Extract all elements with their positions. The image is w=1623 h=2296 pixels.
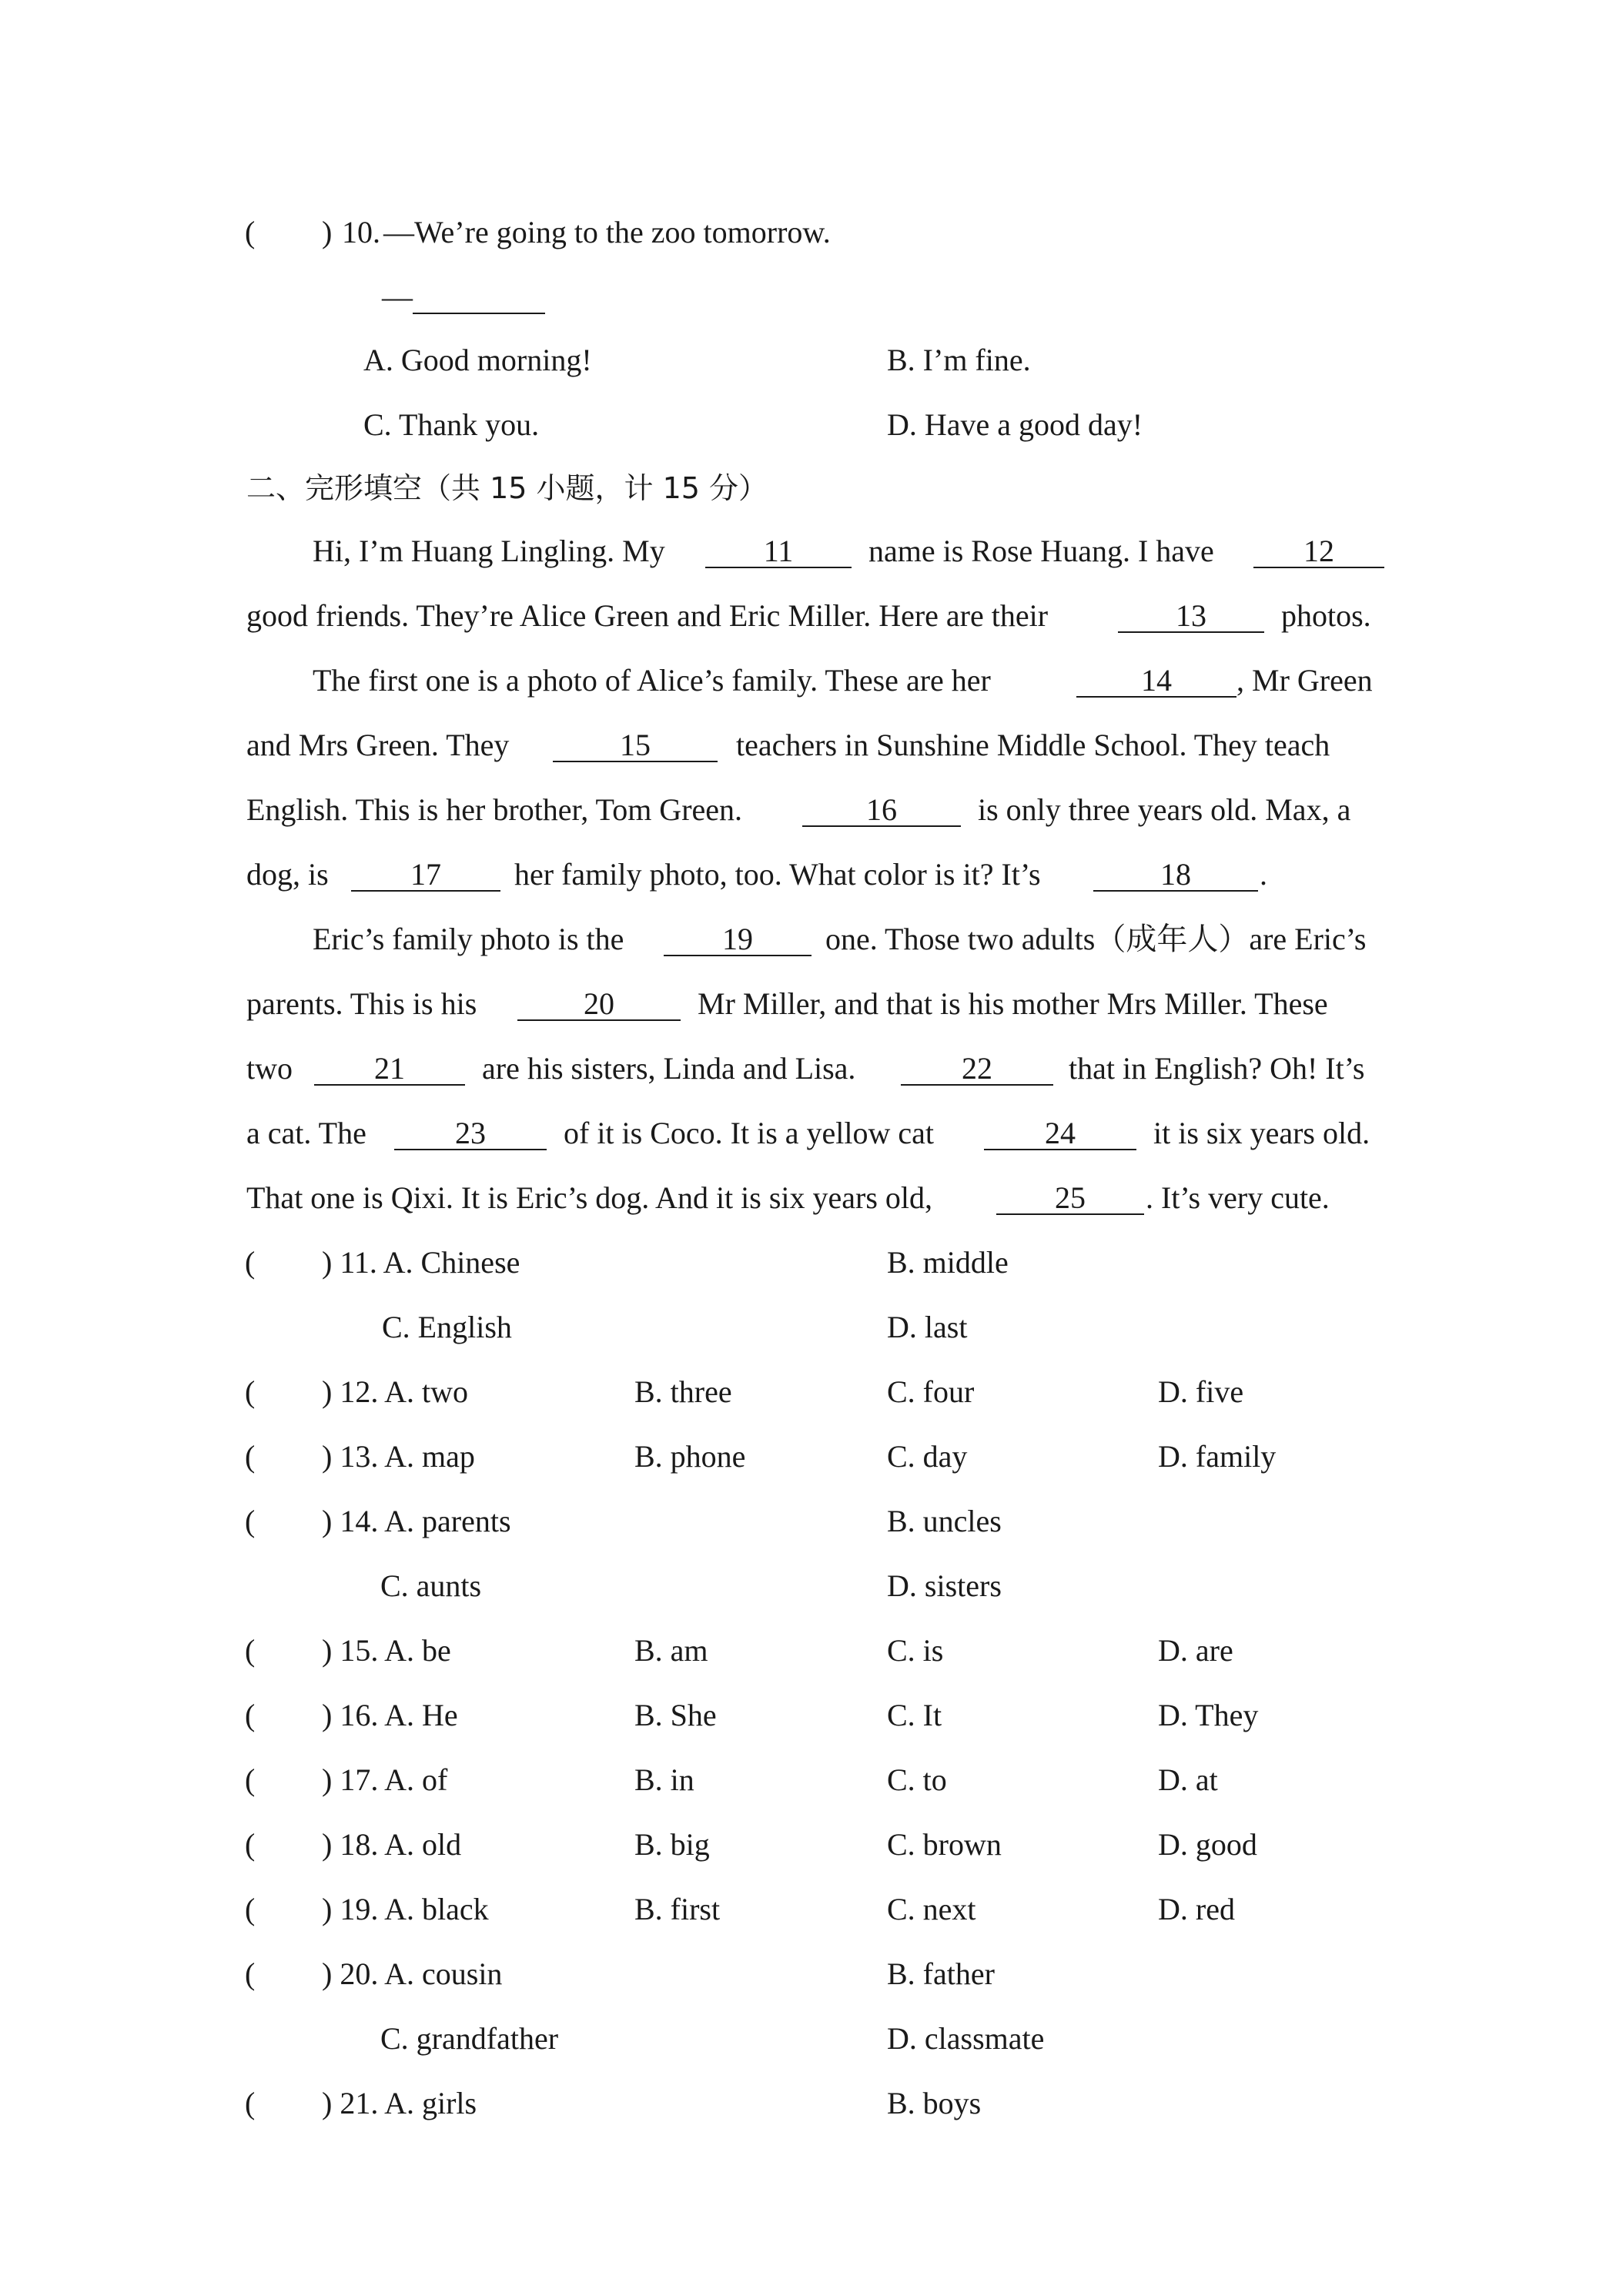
q18-option-c: C. brown <box>887 1827 1002 1862</box>
blank-24: 24 <box>984 1115 1136 1152</box>
q19-option-b: B. first <box>634 1892 721 1926</box>
q14-option-c: C. aunts <box>380 1568 482 1603</box>
q19-option-c: C. next <box>887 1892 976 1926</box>
q11-option-b: B. middle <box>887 1245 1009 1280</box>
passage-p3-line4-c: it is six years old. <box>1153 1116 1370 1150</box>
passage-p3-line2-a: parents. This is his <box>246 986 477 1021</box>
q13-option-c: C. day <box>887 1439 968 1474</box>
q10-option-b: B. I’m fine. <box>887 343 1031 377</box>
answer-paren-open-12: ( <box>245 1374 256 1409</box>
answer-paren-open-14: ( <box>245 1504 256 1538</box>
passage-p2-line1-a: The first one is a photo of Alice’s family. These are her <box>313 663 991 698</box>
answer-paren-open-20: ( <box>245 1956 256 1991</box>
q15-option-d: D. are <box>1158 1633 1233 1668</box>
answer-paren-open-16: ( <box>245 1698 256 1732</box>
answer-paren-open-17: ( <box>245 1762 256 1797</box>
q13-option-d: D. family <box>1158 1439 1277 1474</box>
q16-option-c: C. It <box>887 1698 942 1732</box>
q10-option-a: A. Good morning! <box>363 343 592 377</box>
passage-p3-line1-a: Eric’s family photo is the <box>313 922 624 956</box>
q19-option-d: D. red <box>1158 1892 1235 1926</box>
q10-option-c: C. Thank you. <box>363 407 540 442</box>
q17-option-b: B. in <box>634 1762 694 1797</box>
blank-23: 23 <box>394 1115 547 1152</box>
q20-option-d: D. classmate <box>887 2021 1045 2056</box>
passage-p1-line1-a: Hi, I’m Huang Lingling. My <box>313 534 665 568</box>
q17-option-c: C. to <box>887 1762 947 1797</box>
passage-p3-line4-b: of it is Coco. It is a yellow cat <box>564 1116 935 1150</box>
q12-option-a: ) 12. A. two <box>322 1374 468 1409</box>
blank-17: 17 <box>351 856 500 893</box>
response-blank <box>413 282 545 314</box>
passage-p2-line1-b: , Mr Green <box>1236 663 1373 698</box>
q10-option-d: D. Have a good day! <box>887 407 1143 442</box>
blank-13: 13 <box>1118 597 1264 634</box>
q12-option-c: C. four <box>887 1374 975 1409</box>
question-10-prompt: —We’re going to the zoo tomorrow. <box>383 215 831 249</box>
answer-paren-open-19: ( <box>245 1892 256 1926</box>
answer-paren-open-13: ( <box>245 1439 256 1474</box>
blank-16: 16 <box>802 792 961 828</box>
q21-option-a: ) 21. A. girls <box>322 2086 477 2120</box>
q17-option-a: ) 17. A. of <box>322 1762 448 1797</box>
answer-paren-open-10: ( <box>245 215 256 249</box>
q14-option-d: D. sisters <box>887 1568 1002 1603</box>
q20-option-a: ) 20. A. cousin <box>322 1956 503 1991</box>
q17-option-d: D. at <box>1158 1762 1218 1797</box>
q11-option-a: ) 11. A. Chinese <box>322 1245 520 1280</box>
blank-15: 15 <box>553 727 718 764</box>
q15-option-c: C. is <box>887 1633 944 1668</box>
passage-p1-line2-a: good friends. They’re Alice Green and Eric Miller. Here are their <box>246 598 1049 633</box>
section-2-heading: 二、完形填空（共 15 小题，计 15 分） <box>246 471 768 505</box>
answer-paren-open-21: ( <box>245 2086 256 2120</box>
q18-option-a: ) 18. A. old <box>322 1827 462 1862</box>
q14-option-a: ) 14. A. parents <box>322 1504 511 1538</box>
q19-option-a: ) 19. A. black <box>322 1892 489 1926</box>
blank-11: 11 <box>705 533 852 570</box>
passage-p3-line5-a: That one is Qixi. It is Eric’s dog. And it is six years old, <box>246 1180 933 1215</box>
answer-paren-open-18: ( <box>245 1827 256 1862</box>
passage-p3-line4-a: a cat. The <box>246 1116 366 1150</box>
q16-option-d: D. They <box>1158 1698 1259 1732</box>
passage-p2-line2-a: and Mrs Green. They <box>246 728 510 762</box>
blank-21: 21 <box>314 1050 465 1087</box>
q12-option-d: D. five <box>1158 1374 1244 1409</box>
q13-option-a: ) 13. A. map <box>322 1439 475 1474</box>
q20-option-b: B. father <box>887 1956 995 1991</box>
q11-option-c: C. English <box>382 1310 512 1344</box>
blank-25: 25 <box>996 1180 1144 1217</box>
passage-p2-line3-a: English. This is her brother, Tom Green. <box>246 792 743 827</box>
blank-14: 14 <box>1076 662 1236 699</box>
question-10-number: 10. <box>342 215 380 249</box>
blank-18: 18 <box>1093 856 1258 893</box>
answer-paren-open-15: ( <box>245 1633 256 1668</box>
q11-option-d: D. last <box>887 1310 968 1344</box>
blank-20: 20 <box>517 986 681 1022</box>
q18-option-d: D. good <box>1158 1827 1257 1862</box>
passage-p2-line4-b: her family photo, too. What color is it? It’s <box>514 857 1041 892</box>
passage-p2-line3-b: is only three years old. Max, a <box>978 792 1351 827</box>
passage-p3-line2-b: Mr Miller, and that is his mother Mrs Miller. These <box>698 986 1328 1021</box>
passage-p2-line2-b: teachers in Sunshine Middle School. They teach <box>736 728 1330 762</box>
passage-p2-line4-a: dog, is <box>246 857 329 892</box>
q21-option-b: B. boys <box>887 2086 982 2120</box>
q15-option-a: ) 15. A. be <box>322 1633 451 1668</box>
passage-p3-line5-b: . It’s very cute. <box>1146 1180 1330 1215</box>
passage-p3-line3-a: two <box>246 1051 293 1086</box>
answer-paren-close-10: ) <box>322 215 333 249</box>
question-10-response-line <box>382 279 545 316</box>
q13-option-b: B. phone <box>634 1439 746 1474</box>
blank-22: 22 <box>901 1050 1053 1087</box>
q16-option-a: ) 16. A. He <box>322 1698 458 1732</box>
q12-option-b: B. three <box>634 1374 732 1409</box>
blank-19: 19 <box>664 921 812 958</box>
answer-paren-open-11: ( <box>245 1245 256 1280</box>
passage-p3-line1-b: one. Those two adults（成年人）are Eric’s <box>825 922 1367 956</box>
passage-p1-line1-b: name is Rose Huang. I have <box>868 534 1214 568</box>
q15-option-b: B. am <box>634 1633 708 1668</box>
q16-option-b: B. She <box>634 1698 717 1732</box>
blank-12: 12 <box>1253 533 1384 570</box>
q14-option-b: B. uncles <box>887 1504 1002 1538</box>
q20-option-c: C. grandfather <box>380 2021 559 2056</box>
passage-p3-line3-b: are his sisters, Linda and Lisa. <box>482 1051 856 1086</box>
response-dash: — <box>382 279 413 314</box>
passage-p1-line2-b: photos. <box>1281 598 1371 633</box>
q18-option-b: B. big <box>634 1827 710 1862</box>
passage-p2-line4-c: . <box>1260 857 1267 892</box>
passage-p3-line3-c: that in English? Oh! It’s <box>1069 1051 1365 1086</box>
